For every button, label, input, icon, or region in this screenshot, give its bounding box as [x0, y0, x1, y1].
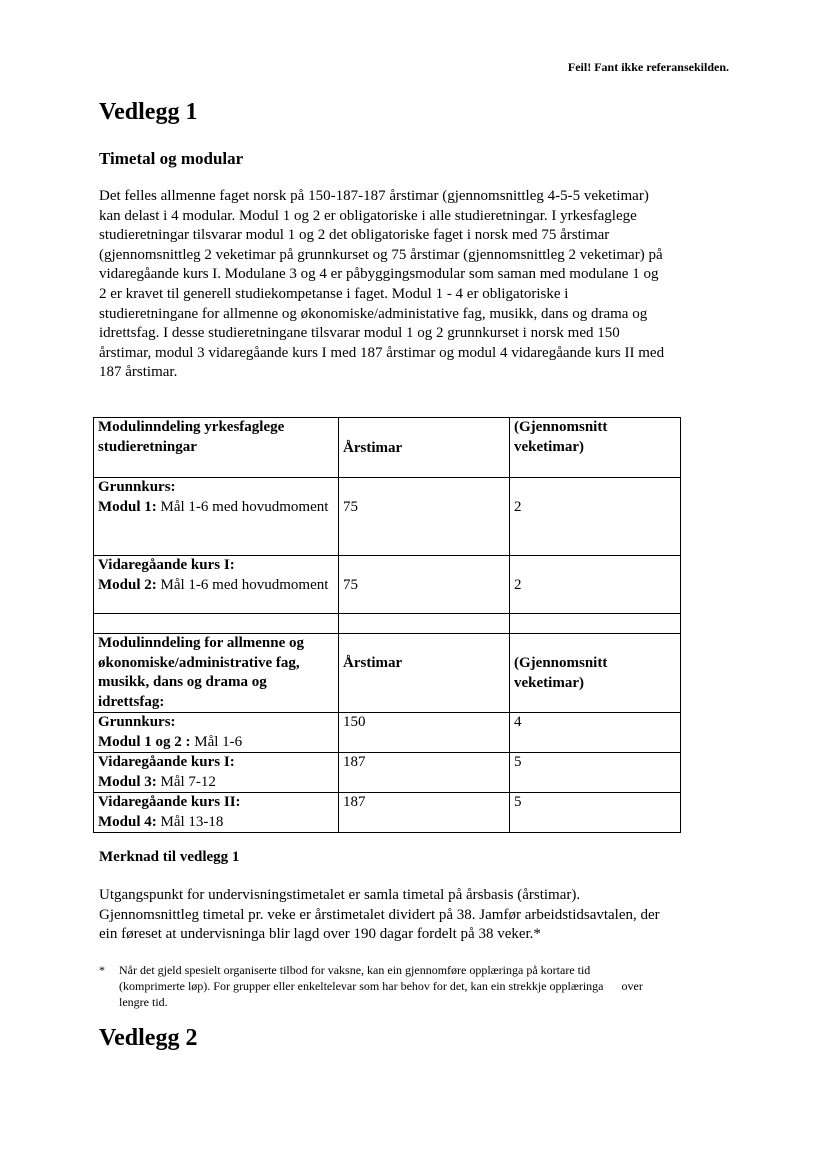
footnote: [99, 962, 739, 1010]
empty-cell: [94, 614, 339, 634]
module-goals: Mål 7-12: [156, 773, 216, 790]
weekly-cell: 4: [510, 713, 681, 753]
appendix-2-title: Vedlegg 2: [99, 1025, 198, 1051]
table-row: [94, 478, 681, 556]
table-header-row: [94, 418, 681, 478]
module-label: Modul 2:: [98, 576, 157, 593]
empty-cell: [339, 614, 510, 634]
footnote-marker: *: [99, 963, 105, 977]
module-label: Modul 3:: [98, 773, 157, 790]
hours-cell: 150: [339, 713, 510, 753]
weekly-cell: 5: [510, 793, 681, 833]
header-cell-module: Modulinndeling for allmenne og økonomiske/administrative fag, musikk, dans og drama og idrettsfag:: [94, 634, 339, 713]
intro-line: årstimar, modul 3 vidaregåande kurs I med 187 årstimar og modul 4 vidaregåande kurs II med: [99, 344, 665, 361]
course-label: Grunnkurs:: [98, 714, 176, 730]
table-row: [94, 753, 681, 793]
course-label: Vidaregåande kurs I:: [98, 754, 235, 770]
course-label: Vidaregåande kurs I:: [98, 557, 235, 573]
module-cell: [94, 753, 339, 793]
module-goals: Mål 13-18: [156, 813, 224, 830]
note-paragraph: [99, 886, 739, 945]
footnote-line: lengre tid.: [119, 995, 168, 1009]
module-label: Modul 4:: [98, 813, 157, 830]
hours-cell: 75: [339, 556, 510, 614]
module-goals: Mål 1-6: [190, 733, 243, 750]
table-row: [94, 556, 681, 614]
footnote-line: (komprimerte løp). For grupper eller enkeltelevar som har behov for det, kan ein strekkje opplæringa over: [119, 979, 643, 993]
intro-line: vidaregåande kurs I. Modulane 3 og 4 er påbyggingsmodular som saman med modulane 1 og: [99, 266, 659, 283]
module-cell: [94, 793, 339, 833]
course-label: Grunnkurs:: [98, 479, 176, 495]
intro-line: Det felles allmenne faget norsk på 150-187-187 årstimar (gjennomsnittleg 4-5-5 veketimar): [99, 188, 649, 204]
appendix-1-title: Vedlegg 1: [99, 99, 198, 125]
header-cell-hours: Årstimar: [339, 634, 510, 713]
header-cell-weekly: (Gjennomsnitt veketimar): [510, 418, 681, 478]
intro-line: studieretningane for allmenne og økonomiske/administative fag, musikk, dans og drama og: [99, 305, 648, 322]
hours-cell: 187: [339, 793, 510, 833]
hours-cell: 75: [339, 478, 510, 556]
intro-line: 2 er kravet til generell studiekompetanse i faget. Modul 1 - 4 er obligatoriske i: [99, 285, 569, 302]
table-row: [94, 713, 681, 753]
note-line: Gjennomsnittleg timetal pr. veke er årstimetalet dividert på 38. Jamfør arbeidstidsavtalen, der: [99, 906, 660, 923]
course-label: Vidaregåande kurs II:: [98, 794, 241, 810]
note-line: Utgangspunkt for undervisningstimetalet er samla timetal på årsbasis (årstimar).: [99, 887, 581, 903]
reference-error-header: Feil! Fant ikke referansekilden.: [567, 60, 729, 74]
header-cell-weekly: (Gjennomsnitt veketimar): [510, 634, 681, 713]
intro-line: kan delast i 4 modular. Modul 1 og 2 er obligatoriske i alle studieretningar. I yrkesfaglege: [99, 207, 637, 224]
footnote-line: Når det gjeld spesielt organiserte tilbod for vaksne, kan ein gjennomføre opplæringa på kortare tid: [119, 963, 591, 977]
footnote-text: [119, 962, 739, 1010]
module-cell: [94, 478, 339, 556]
empty-cell: [510, 614, 681, 634]
header-cell-hours: Årstimar: [339, 418, 510, 478]
module-goals: Mål 1-6 med hovudmoment: [156, 498, 329, 515]
section-subtitle: Timetal og modular: [99, 149, 244, 168]
module-cell: [94, 556, 339, 614]
header-cell-module: Modulinndeling yrkesfaglege studieretningar: [94, 418, 339, 478]
module-table: [93, 417, 681, 833]
intro-line: 187 årstimar.: [99, 364, 178, 381]
intro-line: (gjennomsnittleg 2 veketimar på grunnkurset og 75 årstimar (gjennomsnittleg 2 veketimar) på: [99, 246, 663, 263]
module-label: Modul 1 og 2 :: [98, 733, 191, 750]
weekly-cell: 5: [510, 753, 681, 793]
table-header-row: [94, 634, 681, 713]
intro-line: idrettsfag. I desse studieretningane tilsvarar modul 1 og 2 grunnkurset i norsk med 150: [99, 325, 620, 342]
note-heading: Merknad til vedlegg 1: [99, 849, 240, 865]
spacer-row: [94, 614, 681, 634]
table-row: [94, 793, 681, 833]
module-goals: Mål 1-6 med hovudmoment: [156, 576, 329, 593]
note-line: ein føreset at undervisninga blir lagd over 190 dagar fordelt på 38 veker.*: [99, 926, 541, 943]
intro-line: studieretningar tilsvarar modul 1 og 2 det obligatoriske faget i norsk med 75 årstimar: [99, 227, 610, 244]
hours-cell: 187: [339, 753, 510, 793]
intro-paragraph: [99, 187, 739, 383]
weekly-cell: 2: [510, 556, 681, 614]
module-cell: [94, 713, 339, 753]
weekly-cell: 2: [510, 478, 681, 556]
module-label: Modul 1:: [98, 498, 157, 515]
